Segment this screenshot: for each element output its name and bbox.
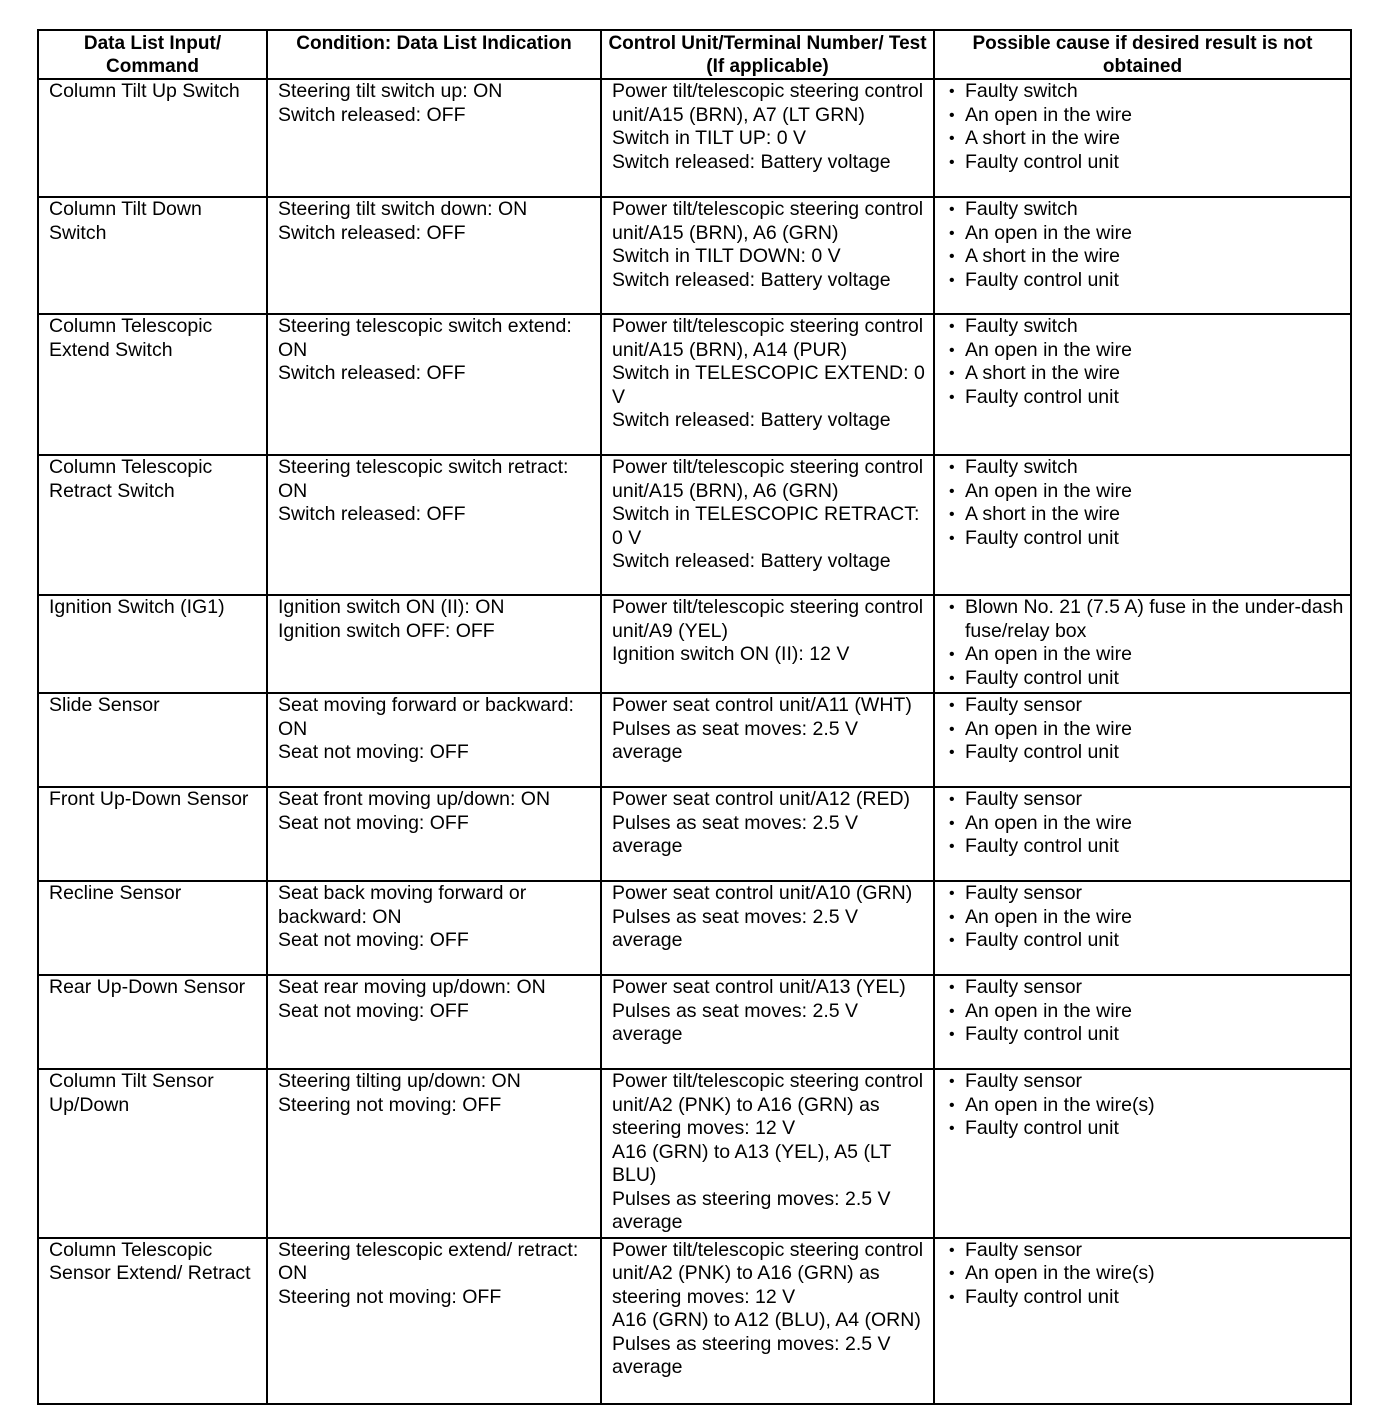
cause-list-item: • An open in the wire — [945, 104, 1344, 128]
table-row — [38, 881, 1351, 975]
cause-list-item: • Faulty sensor — [945, 976, 1344, 1000]
table-header-row — [38, 30, 1351, 79]
data-list-input-cell: Column Tilt Down Switch — [38, 197, 267, 314]
data-list-input-cell: Column Telescopic Retract Switch — [38, 455, 267, 595]
condition-line: Steering tilt switch up: ON — [278, 80, 503, 102]
terminal-test-line: Switch in TELESCOPIC EXTEND: 0 V — [612, 362, 931, 408]
cause-list — [945, 976, 1344, 1047]
condition-line: Seat not moving: OFF — [278, 811, 469, 834]
possible-cause-cell — [934, 314, 1351, 455]
condition-line: Ignition switch OFF: OFF — [278, 619, 495, 642]
data-list-table — [37, 29, 1352, 1405]
cause-list-item: • Faulty control unit — [945, 527, 1344, 551]
cause-list-item: • An open in the wire — [945, 339, 1344, 363]
cause-list-item: • Faulty control unit — [945, 835, 1344, 859]
terminal-test-cell — [601, 693, 934, 787]
cause-list — [945, 596, 1344, 690]
terminal-test-cell — [601, 975, 934, 1069]
terminal-test-line: Pulses as seat moves: 2.5 V average — [612, 999, 864, 1045]
cause-list-item: • Faulty switch — [945, 80, 1344, 104]
condition-line: Steering telescopic extend/ retract: ON — [278, 1238, 584, 1284]
terminal-test-line: Power seat control unit/A13 (YEL) — [612, 976, 906, 998]
cause-list — [945, 1239, 1344, 1310]
condition-line: Seat not moving: OFF — [278, 929, 469, 951]
terminal-test-line: Pulses as steering moves: 2.5 V average — [612, 1332, 896, 1378]
condition-line: Seat moving forward or backward: ON — [278, 694, 580, 740]
data-list-input-cell: Recline Sensor — [38, 881, 267, 975]
condition-cell — [267, 79, 601, 197]
table-row — [38, 1069, 1351, 1238]
terminal-test-line: Power tilt/telescopic steering control unit/A2 (PNK) to A16 (GRN) as steering moves: 12 V — [612, 1238, 929, 1308]
terminal-test-cell — [601, 881, 934, 975]
possible-cause-cell — [934, 595, 1351, 693]
cause-list — [945, 80, 1344, 174]
cause-list — [945, 788, 1344, 859]
terminal-test-cell — [601, 314, 934, 455]
table-row — [38, 787, 1351, 881]
condition-cell — [267, 1069, 601, 1238]
cause-list — [945, 882, 1344, 953]
cause-list — [945, 456, 1344, 550]
terminal-test-line: Switch released: Battery voltage — [612, 150, 891, 173]
possible-cause-cell — [934, 79, 1351, 197]
cause-list-item: • Faulty control unit — [945, 386, 1344, 410]
condition-cell — [267, 455, 601, 595]
condition-cell — [267, 975, 601, 1069]
condition-line: Switch released: OFF — [278, 503, 466, 525]
terminal-test-line: Power tilt/telescopic steering control unit/A15 (BRN), A6 (GRN) — [612, 456, 929, 502]
terminal-test-cell — [601, 1069, 934, 1238]
terminal-test-line: Power seat control unit/A12 (RED) — [612, 788, 911, 810]
data-list-input-cell: Column Telescopic Sensor Extend/ Retract — [38, 1238, 267, 1404]
condition-line: Ignition switch ON (II): ON — [278, 596, 505, 618]
condition-line: Steering telescopic switch extend: ON — [278, 315, 578, 361]
terminal-test-line: Power tilt/telescopic steering control unit/A15 (BRN), A7 (LT GRN) — [612, 80, 929, 126]
terminal-test-line: Switch released: Battery voltage — [612, 409, 891, 431]
condition-line: Seat back moving forward or backward: ON — [278, 882, 532, 928]
terminal-test-cell — [601, 595, 934, 693]
cause-list-item: • An open in the wire — [945, 812, 1344, 836]
header-condition: Condition: Data List Indication — [267, 30, 601, 79]
table-row — [38, 197, 1351, 314]
terminal-test-line: Switch released: Battery voltage — [612, 268, 891, 291]
cause-list-item: • Faulty sensor — [945, 882, 1344, 906]
condition-cell — [267, 693, 601, 787]
possible-cause-cell — [934, 975, 1351, 1069]
terminal-test-line: Power tilt/telescopic steering control unit/A15 (BRN), A6 (GRN) — [612, 198, 929, 244]
condition-cell — [267, 314, 601, 455]
terminal-test-cell — [601, 787, 934, 881]
table-row — [38, 975, 1351, 1069]
cause-list-item: • An open in the wire(s) — [945, 1262, 1344, 1286]
data-list-input-cell: Ignition Switch (IG1) — [38, 595, 267, 693]
terminal-test-cell — [601, 197, 934, 314]
terminal-test-cell — [601, 1238, 934, 1404]
terminal-test-line: Switch in TELESCOPIC RETRACT: 0 V — [612, 503, 925, 549]
table-row — [38, 314, 1351, 455]
cause-list-item: • Faulty control unit — [945, 1117, 1344, 1141]
condition-line: Seat front moving up/down: ON — [278, 788, 551, 810]
data-list-table-container — [37, 29, 1350, 1405]
cause-list-item: • An open in the wire — [945, 1000, 1344, 1024]
cause-list-item: • Blown No. 21 (7.5 A) fuse in the under-dash fuse/relay box — [945, 596, 1344, 643]
terminal-test-line: Power seat control unit/A10 (GRN) — [612, 882, 913, 904]
possible-cause-cell — [934, 1069, 1351, 1238]
table-row — [38, 79, 1351, 197]
cause-list-item: • Faulty control unit — [945, 667, 1344, 691]
terminal-test-line: Switch in TILT UP: 0 V — [612, 127, 806, 149]
table-row — [38, 693, 1351, 787]
data-list-input-cell: Column Tilt Up Switch — [38, 79, 267, 197]
possible-cause-cell — [934, 1238, 1351, 1404]
table-body — [38, 79, 1351, 1404]
condition-cell — [267, 881, 601, 975]
cause-list — [945, 198, 1344, 292]
condition-line: Steering tilting up/down: ON — [278, 1070, 521, 1092]
terminal-test-line: Pulses as steering moves: 2.5 V average — [612, 1187, 896, 1233]
cause-list-item: • Faulty control unit — [945, 151, 1344, 175]
condition-line: Steering not moving: OFF — [278, 1093, 502, 1116]
terminal-test-line: Ignition switch ON (II): 12 V — [612, 643, 850, 665]
cause-list-item: • A short in the wire — [945, 245, 1344, 269]
terminal-test-line: Power tilt/telescopic steering control unit/A15 (BRN), A14 (PUR) — [612, 315, 929, 361]
condition-line: Steering tilt switch down: ON — [278, 198, 528, 220]
condition-line: Switch released: OFF — [278, 362, 466, 384]
cause-list-item: • Faulty switch — [945, 456, 1344, 480]
table-row — [38, 1238, 1351, 1404]
terminal-test-line: A16 (GRN) to A12 (BLU), A4 (ORN) — [612, 1309, 921, 1331]
data-list-input-cell: Column Telescopic Extend Switch — [38, 314, 267, 455]
header-possible-cause: Possible cause if desired result is not obtained — [934, 30, 1351, 79]
condition-cell — [267, 1238, 601, 1404]
terminal-test-line: Power seat control unit/A11 (WHT) — [612, 694, 912, 716]
cause-list-item: • Faulty sensor — [945, 1070, 1344, 1094]
cause-list — [945, 315, 1344, 409]
cause-list-item: • Faulty control unit — [945, 929, 1344, 953]
terminal-test-line: Switch released: Battery voltage — [612, 550, 891, 572]
data-list-input-cell: Front Up-Down Sensor — [38, 787, 267, 881]
terminal-test-line: Pulses as seat moves: 2.5 V average — [612, 905, 864, 951]
table-row — [38, 455, 1351, 595]
header-input-command: Data List Input/ Command — [38, 30, 267, 79]
possible-cause-cell — [934, 881, 1351, 975]
terminal-test-line: Power tilt/telescopic steering control unit/A9 (YEL) — [612, 596, 929, 642]
condition-line: Switch released: OFF — [278, 221, 466, 244]
terminal-test-line: A16 (GRN) to A13 (YEL), A5 (LT BLU) — [612, 1140, 897, 1186]
cause-list-item: • Faulty control unit — [945, 741, 1344, 765]
cause-list-item: • Faulty sensor — [945, 694, 1344, 718]
cause-list-item: • An open in the wire — [945, 718, 1344, 742]
cause-list-item: • A short in the wire — [945, 503, 1344, 527]
terminal-test-line: Switch in TILT DOWN: 0 V — [612, 245, 841, 267]
possible-cause-cell — [934, 693, 1351, 787]
data-list-input-cell: Column Tilt Sensor Up/Down — [38, 1069, 267, 1238]
cause-list-item: • Faulty control unit — [945, 1023, 1344, 1047]
cause-list — [945, 1070, 1344, 1141]
cause-list — [945, 694, 1344, 765]
cause-list-item: • An open in the wire — [945, 906, 1344, 930]
possible-cause-cell — [934, 455, 1351, 595]
table-row — [38, 595, 1351, 693]
condition-cell — [267, 197, 601, 314]
condition-line: Steering not moving: OFF — [278, 1285, 502, 1308]
cause-list-item: • An open in the wire — [945, 222, 1344, 246]
data-list-input-cell: Slide Sensor — [38, 693, 267, 787]
terminal-test-line: Pulses as seat moves: 2.5 V average — [612, 811, 864, 857]
terminal-test-cell — [601, 455, 934, 595]
possible-cause-cell — [934, 787, 1351, 881]
condition-cell — [267, 595, 601, 693]
cause-list-item: • A short in the wire — [945, 362, 1344, 386]
cause-list-item: • An open in the wire — [945, 480, 1344, 504]
header-terminal-test: Control Unit/Terminal Number/ Test (If applicable) — [601, 30, 934, 79]
cause-list-item: • Faulty sensor — [945, 1239, 1344, 1263]
condition-line: Seat rear moving up/down: ON — [278, 976, 546, 998]
condition-line: Seat not moving: OFF — [278, 999, 469, 1022]
cause-list-item: • An open in the wire(s) — [945, 1094, 1344, 1118]
cause-list-item: • Faulty switch — [945, 198, 1344, 222]
cause-list-item: • Faulty control unit — [945, 269, 1344, 293]
condition-line: Seat not moving: OFF — [278, 741, 469, 763]
terminal-test-line: Pulses as seat moves: 2.5 V average — [612, 717, 864, 763]
cause-list-item: • Faulty sensor — [945, 788, 1344, 812]
cause-list-item: • Faulty control unit — [945, 1286, 1344, 1310]
data-list-input-cell: Rear Up-Down Sensor — [38, 975, 267, 1069]
possible-cause-cell — [934, 197, 1351, 314]
condition-line: Steering telescopic switch retract: ON — [278, 456, 574, 502]
cause-list-item: • An open in the wire — [945, 643, 1344, 667]
terminal-test-line: Power tilt/telescopic steering control unit/A2 (PNK) to A16 (GRN) as steering moves: 12 V — [612, 1070, 929, 1139]
condition-line: Switch released: OFF — [278, 103, 466, 126]
terminal-test-cell — [601, 79, 934, 197]
cause-list-item: • Faulty switch — [945, 315, 1344, 339]
condition-cell — [267, 787, 601, 881]
cause-list-item: • A short in the wire — [945, 127, 1344, 151]
